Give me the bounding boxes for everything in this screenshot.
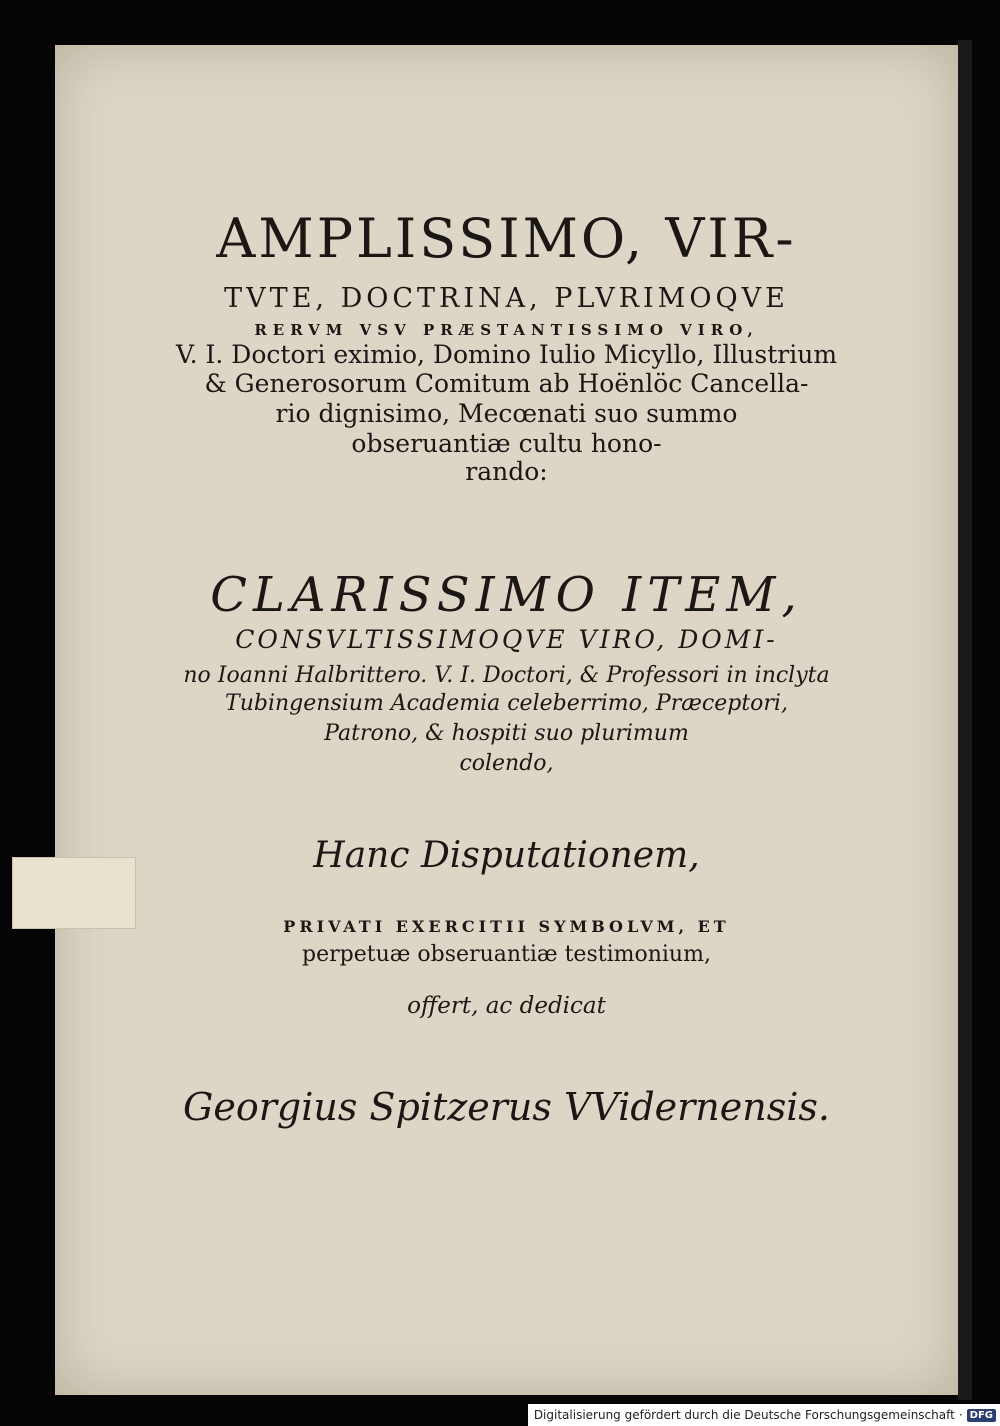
offering-line: PRIVATI EXERCITII SYMBOLVM, ET (283, 917, 730, 936)
dedication-line: V. I. Doctori eximio, Domino Iulio Micyllo, Illustrium (175, 340, 838, 369)
offering-line: perpetuæ obseruantiæ testimonium, (302, 942, 711, 967)
offering-line: offert, ac dedicat (407, 993, 606, 1019)
second-dedication-line: Patrono, & hospiti suo plurimum (324, 721, 689, 746)
footer-separator: · (958, 1408, 963, 1422)
dedication-line: TVTE, DOCTRINA, PLVRIMOQVE (224, 283, 789, 314)
paper-tab-marker (12, 857, 136, 929)
second-dedication-line: Tubingensium Academia celeberrimo, Præceptori, (225, 691, 788, 716)
dedication-line: rando: (465, 457, 548, 486)
dedication-heading: AMPLISSIMO, VIR- (216, 207, 797, 270)
dedication-line: obseruantiæ cultu hono- (351, 429, 662, 458)
dedication-line: rio dignisimo, Mecœnati suo summo (275, 399, 738, 428)
digitization-footer (528, 1404, 1000, 1426)
second-dedication-line: no Ioanni Halbrittero. V. I. Doctori, & Professori in inclyta (183, 663, 830, 688)
dedication-line: RERVM VSV PRÆSTANTISSIMO VIRO, (254, 321, 759, 339)
second-dedication-heading: CLARISSIMO ITEM, (210, 567, 803, 623)
book-edge (958, 40, 972, 1400)
second-dedication-line: colendo, (459, 751, 554, 776)
disputation-title: Hanc Disputationem, (313, 835, 700, 876)
author-name: Georgius Spitzerus VVidernensis. (183, 1085, 830, 1129)
document-page (55, 45, 958, 1395)
dedication-line: & Generosorum Comitum ab Hoënlöc Cancella- (204, 369, 809, 398)
dfg-logo: DFG (967, 1409, 996, 1422)
footer-text: Digitalisierung gefördert durch die Deutsche Forschungsgemeinschaft (533, 1408, 955, 1422)
second-dedication-line: CONSVLTISSIMOQVE VIRO, DOMI- (235, 625, 778, 654)
